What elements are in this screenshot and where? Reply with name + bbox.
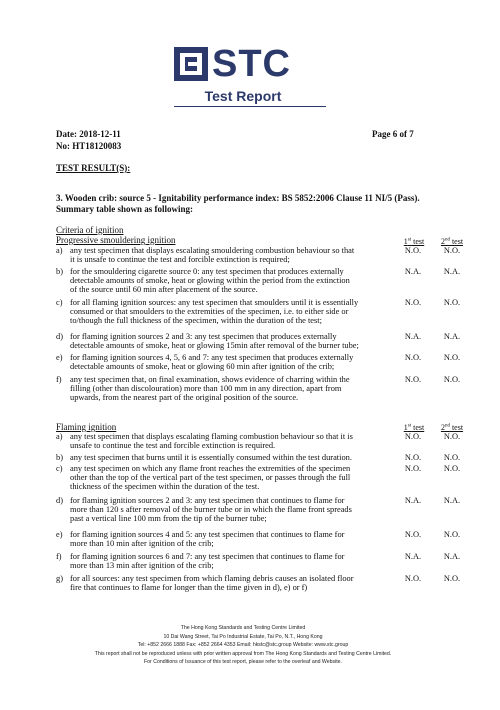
row-label: e) — [56, 353, 63, 362]
row-text-line: any test specimen on which any flame front reaches the extremities of the specimen — [70, 464, 351, 473]
row-label: d) — [56, 332, 63, 341]
row-text-line: for all sources: any test specimen from which flaming debris causes an isolated floor — [70, 574, 354, 583]
row-text-line: more than 10 min after ignition of the crib; — [70, 539, 214, 548]
result-2nd-test: N.O. — [443, 453, 461, 462]
result-2nd-test: N.O. — [443, 464, 461, 473]
result-1st-test: N.O. — [404, 574, 422, 583]
row-label: f) — [56, 552, 62, 561]
result-2nd-test: N.A. — [443, 496, 461, 505]
row-text-line: unsafe to continue the test and forcible extinction is required. — [70, 441, 276, 450]
row-text-line: any test specimen that, on final examination, shows evidence of charring within the — [70, 375, 350, 384]
row-text-line: for flaming ignition sources 2 and 3: any test specimen that produces externally — [70, 332, 337, 341]
row-text-line: to/though the full thickness of the specimen, within the duration of the test; — [70, 316, 322, 325]
smouldering-col-2nd — [432, 235, 472, 247]
result-2nd-test: N.A. — [443, 332, 461, 341]
row-text-line: filling (other than discolouration) more than 100 mm in any direction, apart from — [70, 384, 342, 393]
footer-reproduction-note: This report shall not be reproduced unless with prior written approval from The Hong Kong Standards and Testing Centre Limited. — [94, 650, 392, 657]
footer-address: 10 Dai Wang Street, Tai Po Industrial Estate, Tai Po, N.T., Hong Kong — [163, 633, 323, 640]
report-title: Test Report — [204, 88, 282, 104]
row-label: e) — [56, 530, 63, 539]
row-text-line: detectable amounts of smoke, heat or glowing within the period from the extinction — [70, 276, 350, 285]
row-text-line: for flaming ignition sources 4, 5, 6 and 7: any test specimen that produces externally — [70, 353, 354, 362]
section-heading — [56, 193, 471, 215]
row-text — [70, 574, 391, 592]
row-text — [70, 298, 391, 325]
result-1st-test: N.A. — [404, 496, 422, 505]
row-label: b) — [56, 267, 63, 276]
stc-logo-mark-icon — [174, 47, 208, 81]
row-text — [70, 267, 391, 294]
flaming-heading: Flaming ignition — [56, 422, 117, 432]
result-1st-test: N.O. — [404, 353, 422, 362]
row-label: g) — [56, 574, 63, 583]
smouldering-heading: Progressive smouldering ignition — [56, 235, 176, 245]
result-1st-test: N.A. — [404, 267, 422, 276]
result-1st-test: N.O. — [404, 432, 422, 441]
logo-text: STC — [212, 43, 291, 85]
row-text — [70, 453, 391, 462]
result-1st-test: N.O. — [404, 453, 422, 462]
flaming-col-1st — [394, 421, 434, 433]
row-text-line: more than 120 s after removal of the burner tube or in which the flame front spreads — [70, 505, 352, 514]
row-text-line: other than the top of the vertical part of the test specimen, or passes through the full — [70, 473, 351, 482]
row-text — [70, 375, 391, 402]
row-label: f) — [56, 375, 62, 384]
row-text-line: for the smouldering cigarette source 0: any test specimen that produces externally — [70, 267, 344, 276]
row-text-line: any test specimen that burns until it is essentially consumed within the test duration. — [70, 453, 352, 462]
row-label: a) — [56, 246, 63, 255]
title-underline — [174, 106, 326, 107]
row-text — [70, 246, 391, 264]
col-2nd-label: 2nd test — [440, 236, 464, 246]
col-2nd-label: 2nd test — [440, 422, 464, 432]
result-1st-test: N.A. — [404, 552, 422, 561]
row-label: d) — [56, 496, 63, 505]
result-2nd-test: N.O. — [443, 530, 461, 539]
row-text-line: any test specimen that displays escalating flaming combustion behaviour so that it is — [70, 432, 353, 441]
row-text-line: past a vertical line 100 mm from the tip of the burner tube; — [70, 514, 267, 523]
report-date: Date: 2018-12-11 — [56, 129, 121, 139]
result-2nd-test: N.A. — [443, 267, 461, 276]
result-2nd-test: N.O. — [443, 574, 461, 583]
col-1st-label: 1st test — [403, 422, 425, 432]
result-1st-test: N.O. — [404, 530, 422, 539]
test-results-heading: TEST RESULT(S): — [56, 163, 131, 173]
row-text-line: it is unsafe to continue the test and forcible extinction is required; — [70, 255, 290, 264]
stc-logo — [174, 45, 291, 83]
page-number: Page 6 of 7 — [372, 129, 414, 139]
result-2nd-test: N.O. — [443, 432, 461, 441]
result-2nd-test: N.O. — [443, 298, 461, 307]
result-1st-test: N.O. — [404, 375, 422, 384]
row-text-line: more than 13 min after ignition of the crib; — [70, 561, 214, 570]
smouldering-col-1st — [394, 235, 434, 247]
row-text — [70, 552, 391, 570]
row-text-line: of the source until 60 min after placement of the source. — [70, 285, 258, 294]
footer-company: The Hong Kong Standards and Testing Centre Limited — [180, 625, 306, 631]
row-text — [70, 332, 391, 350]
footer-conditions-note: For Conditions of Issuance of this test report, please refer to the overleaf and Website. — [144, 659, 342, 666]
criteria-heading: Criteria of ignition — [56, 225, 124, 235]
row-text — [70, 496, 391, 523]
col-1st-label: 1st test — [403, 236, 425, 246]
row-label: b) — [56, 453, 63, 462]
row-text-line: thickness of the specimen within the duration of the test. — [70, 482, 260, 491]
row-text-line: for flaming ignition sources 2 and 3: any test specimen that continues to flame for — [70, 496, 345, 505]
result-2nd-test: N.A. — [443, 552, 461, 561]
row-text — [70, 432, 391, 450]
result-2nd-test: N.O. — [443, 353, 461, 362]
row-text — [70, 530, 391, 548]
section-subtitle: Summary table shown as following: — [56, 204, 194, 214]
row-label: c) — [56, 464, 63, 473]
report-number: No: HT18120083 — [56, 141, 122, 151]
row-text-line: detectable amounts of smoke, heat or glowing 15min after removal of the burner tube; — [70, 341, 359, 350]
result-1st-test: N.O. — [404, 464, 422, 473]
section-title: 3. Wooden crib: source 5 - Ignitability performance index: BS 5852:2006 Clause 11 NI/5 (Pass). — [56, 193, 420, 203]
row-text-line: consumed or that smoulders to the extremities of the specimen, i.e. to either side or — [70, 307, 349, 316]
footer-contact: Tel: +852 2666 1888 Fax: +852 2664 4353 Email: hkstc@stc.group Website: www.stc.group — [137, 642, 349, 649]
flaming-col-2nd — [432, 421, 472, 433]
row-text-line: for flaming ignition sources 4 and 5: any test specimen that continues to flame for — [70, 530, 345, 539]
result-1st-test: N.A. — [404, 332, 422, 341]
result-1st-test: N.O. — [404, 246, 422, 255]
row-text-line: detectable amounts of smoke, heat or glowing 60 min after ignition of the crib; — [70, 362, 335, 371]
row-label: a) — [56, 432, 63, 441]
row-text-line: fire that continues to flame for longer than the time given in d), e) or f) — [70, 583, 308, 592]
footer — [0, 624, 486, 667]
row-text-line: upwards, from the nearest part of the original position of the source. — [70, 393, 299, 402]
row-text-line: for all flaming ignition sources: any test specimen that smoulders until it is essentially — [70, 298, 359, 307]
row-text-line: any test specimen that displays escalating smouldering combustion behaviour so that — [70, 246, 355, 255]
row-text-line: for flaming ignition sources 6 and 7: any test specimen that continues to flame for — [70, 552, 345, 561]
row-text — [70, 353, 391, 371]
row-text — [70, 464, 391, 491]
row-label: c) — [56, 298, 63, 307]
result-2nd-test: N.O. — [443, 246, 461, 255]
result-1st-test: N.O. — [404, 298, 422, 307]
result-2nd-test: N.O. — [443, 375, 461, 384]
